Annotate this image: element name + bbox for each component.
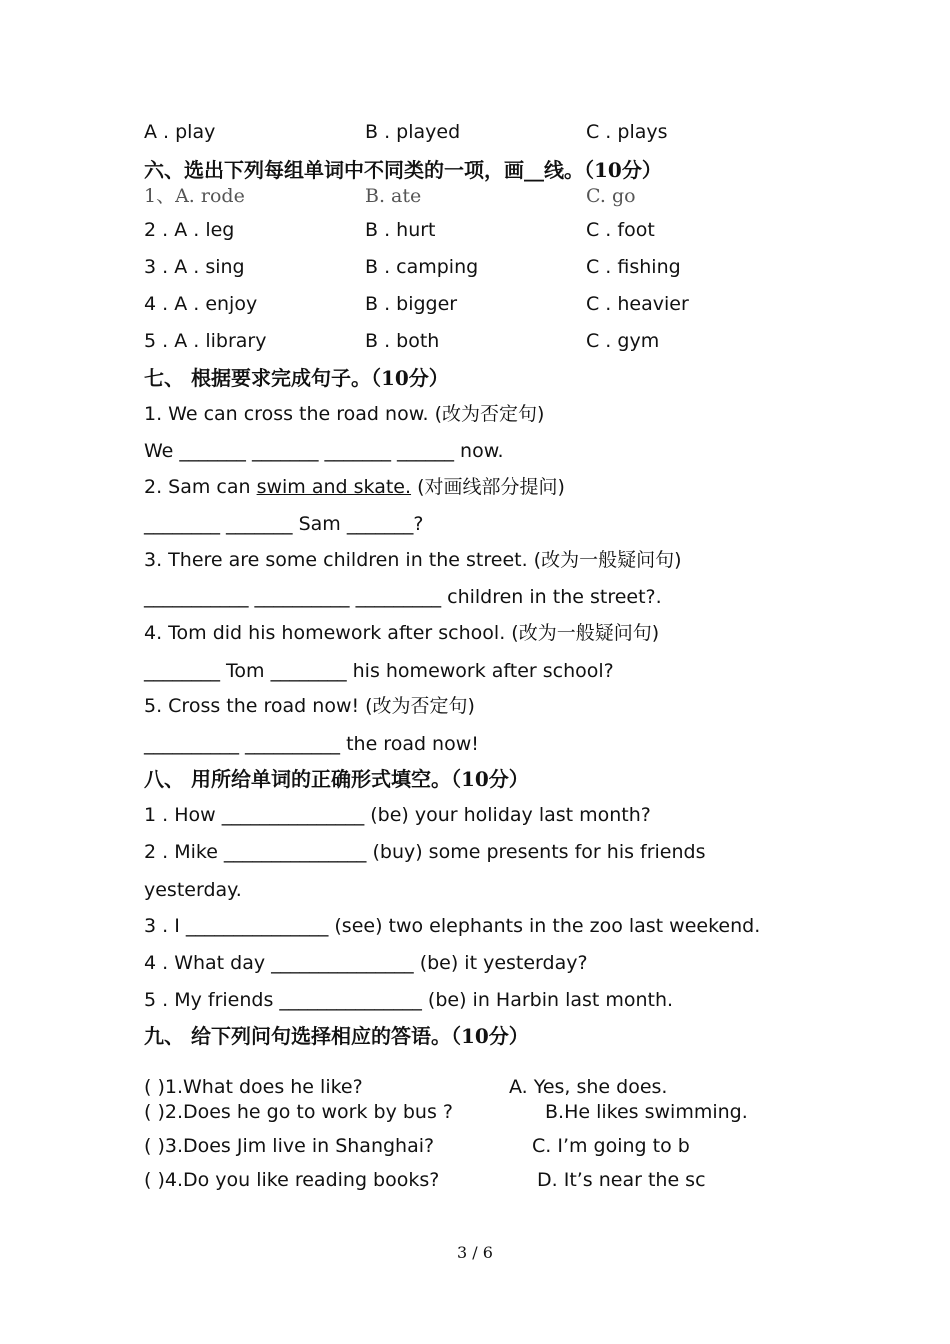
- s7-a4: ________ Tom ________ his homework after school?: [144, 660, 614, 682]
- s7-q2: [144, 475, 565, 499]
- s6-row5-c: C . gym: [586, 330, 660, 352]
- s8-line4: 4 . What day _______________ (be) it yesterday?: [144, 952, 588, 974]
- s9-answer-a: A. Yes, she does.: [509, 1076, 668, 1098]
- s9-question-1: ( )1.What does he like?: [144, 1076, 363, 1098]
- s8-line2-cont: yesterday.: [144, 879, 242, 901]
- option-b: B . played: [365, 121, 461, 143]
- s9-question-2: ( )2.Does he go to work by bus ?: [144, 1101, 453, 1123]
- s8-line1: 1 . How _______________ (be) your holiday last month?: [144, 804, 651, 826]
- s7-a3: ___________ __________ _________ children in the street?.: [144, 586, 662, 608]
- page-number: 3 / 6: [457, 1243, 493, 1262]
- section-8-title: 八、 用所给单词的正确形式填空。（10分）: [144, 767, 529, 791]
- s9-answer-d: D. It’s near the sc: [537, 1169, 706, 1191]
- s6-row5-a: 5 . A . library: [144, 330, 267, 352]
- s9-question-4: ( )4.Do you like reading books?: [144, 1169, 440, 1191]
- option-c: C . plays: [586, 121, 668, 143]
- s6-row1-a: 1、A. rode: [144, 185, 245, 207]
- s6-row2-c: C . foot: [586, 219, 655, 241]
- section-6-title: 六、选出下列每组单词中不同类的一项，画__线。（10分）: [144, 158, 662, 182]
- s6-row5-b: B . both: [365, 330, 440, 352]
- s7-a2: ________ _______ Sam _______?: [144, 513, 424, 535]
- s6-row4-a: 4 . A . enjoy: [144, 293, 258, 315]
- s6-row1-b: B. ate: [365, 185, 422, 207]
- s7-q2-underlined: swim and skate.: [256, 476, 412, 498]
- s7-q1: 1. We can cross the road now. (改为否定句): [144, 403, 545, 425]
- s6-row3-c: C . fishing: [586, 256, 681, 278]
- s6-row2-a: 2 . A . leg: [144, 219, 235, 241]
- section-7-title: 七、 根据要求完成句子。（10分）: [144, 366, 449, 390]
- s8-line5: 5 . My friends _______________ (be) in Harbin last month.: [144, 989, 674, 1011]
- s7-q2-pre: 2. Sam can: [144, 476, 257, 498]
- s6-row2-b: B . hurt: [365, 219, 436, 241]
- s7-q2-post: (对画线部分提问): [411, 476, 565, 498]
- s6-row4-c: C . heavier: [586, 293, 689, 315]
- s9-answer-b: B.He likes swimming.: [545, 1101, 748, 1123]
- s8-line3: 3 . I _______________ (see) two elephants in the zoo last weekend.: [144, 915, 761, 937]
- s7-q3: 3. There are some children in the street. (改为一般疑问句): [144, 549, 682, 571]
- s6-row4-b: B . bigger: [365, 293, 458, 315]
- s7-a1: We _______ _______ _______ ______ now.: [144, 440, 504, 462]
- s9-question-3: ( )3.Does Jim live in Shanghai?: [144, 1135, 435, 1157]
- option-a: A . play: [144, 121, 216, 143]
- s8-line2: 2 . Mike _______________ (buy) some presents for his friends: [144, 841, 706, 863]
- section-9-title: 九、 给下列问句选择相应的答语。（10分）: [144, 1024, 529, 1048]
- s9-answer-c: C. I’m going to b: [532, 1135, 690, 1157]
- s7-a5: __________ __________ the road now!: [144, 733, 479, 755]
- s7-q4: 4. Tom did his homework after school. (改为一般疑问句): [144, 622, 660, 644]
- s7-q5: 5. Cross the road now! (改为否定句): [144, 695, 475, 717]
- s6-row3-b: B . camping: [365, 256, 479, 278]
- s6-row3-a: 3 . A . sing: [144, 256, 245, 278]
- s6-row1-c: C. go: [586, 185, 636, 207]
